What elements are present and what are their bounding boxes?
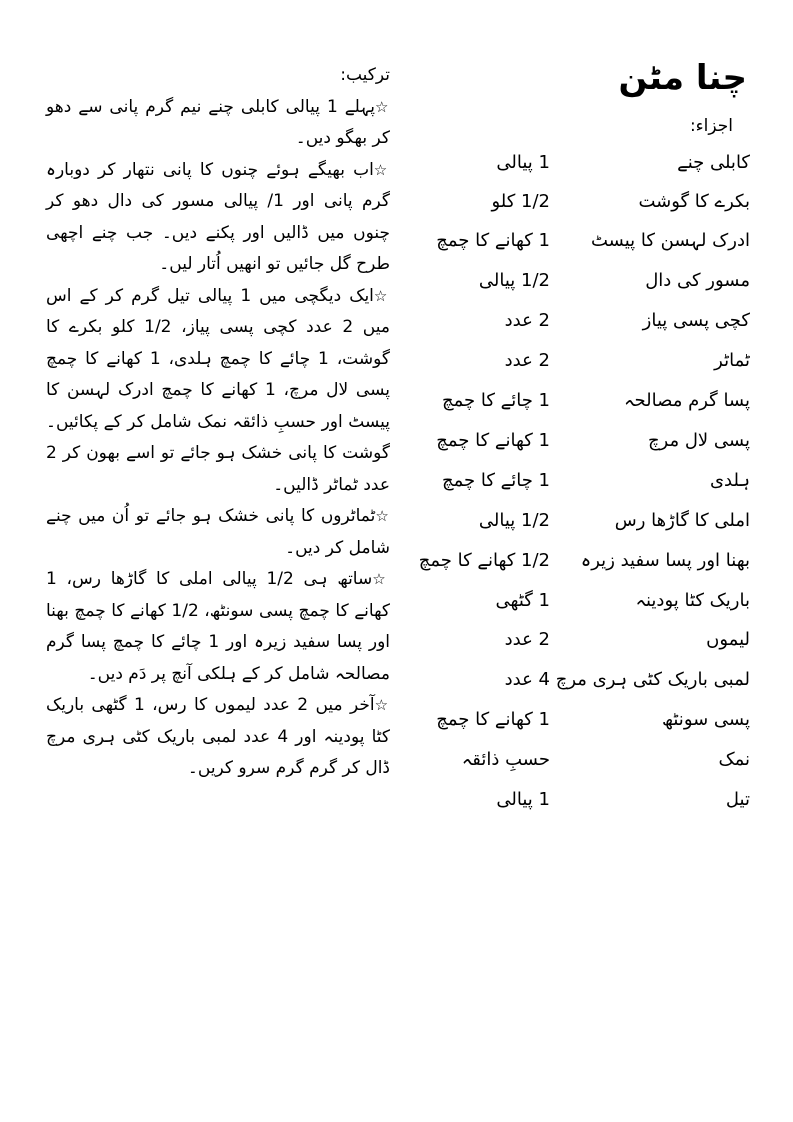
ingredient-name: لمبی باریک کٹی ہری مرچ <box>555 669 750 690</box>
ingredient-qty: 1 چائے کا چمچ <box>442 470 550 491</box>
recipe-title: چنا مٹن <box>618 58 747 98</box>
ingredient-qty: 1 کھانے کا چمچ <box>436 230 550 251</box>
ingredient-name: ہلدی <box>709 470 750 491</box>
ingredient-row <box>440 390 750 428</box>
star-icon: ☆ <box>373 160 390 179</box>
method-section <box>46 60 390 785</box>
method-step <box>46 92 390 155</box>
ingredient-name: بکرے کا گوشت <box>638 191 750 212</box>
method-step <box>46 690 390 785</box>
method-step-text: ایک دیگچی میں 1 پیالی تیل گرم کر کے اس میں 2 عدد کچی پسی پیاز، 1/2 کلو بکرے کا گوشت، 1 چائے کا چمچ ہلدی، 1 کھانے کا چمچ پسی لال مرچ، 1 کھانے کا چمچ ادرک لہسن کا پیسٹ اور حسبِ ذائقہ نمک شامل کر کے پکائیں۔ گوشت کا پانی خشک ہو جائے تو اسے بھون کر 2 عدد ٹماٹر ڈالیں۔ <box>46 285 391 495</box>
method-step-text: ٹماٹروں کا پانی خشک ہو جائے تو اُن میں چنے شامل کر دیں۔ <box>46 506 390 558</box>
ingredient-name: پسی سونٹھ <box>662 709 750 730</box>
method-step-text: اب بھیگے ہوئے چنوں کا پانی نتھار کر دوبارہ گرم پانی اور 1/ پیالی مسور کی دال دھو کر چنوں میں ڈالیں اور پکنے دیں۔ جب چنے اچھی طرح گل جائیں تو انھیں اُتار لیں۔ <box>46 159 390 274</box>
ingredient-row <box>440 669 750 707</box>
ingredient-name: مسور کی دال <box>645 270 750 291</box>
ingredient-row <box>440 310 750 348</box>
ingredient-row <box>440 350 750 388</box>
ingredient-name: پسا گرم مصالحہ <box>623 390 750 411</box>
ingredient-row <box>436 430 750 468</box>
ingredient-qty: 1 کھانے کا چمچ <box>436 430 550 451</box>
method-step-text: آخر میں 2 عدد لیموں کا رس، 1 گٹھی باریک کٹا پودینہ اور 4 عدد لمبی باریک کٹی ہری مرچ ڈال کر گرم گرم سرو کریں۔ <box>46 695 390 778</box>
ingredient-row <box>418 550 750 588</box>
ingredient-row <box>440 152 750 190</box>
ingredient-row <box>440 590 750 628</box>
ingredient-name: کابلی چنے <box>677 152 750 173</box>
ingredient-row <box>440 510 750 548</box>
ingredient-qty: 1/2 پیالی <box>478 270 550 291</box>
ingredient-name: نمک <box>718 749 750 770</box>
ingredient-name: ٹماٹر <box>714 350 750 371</box>
ingredient-qty: 1 گٹھی <box>495 590 550 611</box>
ingredient-row <box>440 749 750 787</box>
ingredient-qty: 2 عدد <box>504 629 550 650</box>
ingredient-row <box>436 709 750 747</box>
ingredient-row <box>440 629 750 667</box>
ingredients-header: اجزاء: <box>689 116 733 136</box>
method-step <box>46 564 390 690</box>
ingredient-row <box>440 470 750 508</box>
ingredient-name: لیموں <box>706 629 750 650</box>
ingredient-qty: 1 کھانے کا چمچ <box>436 709 550 730</box>
ingredient-qty: 1/2 کھانے کا چمچ <box>418 550 550 571</box>
method-step <box>46 501 390 564</box>
ingredient-name: تیل <box>725 789 750 810</box>
ingredient-qty: 1 پیالی <box>496 789 550 810</box>
ingredient-name: ادرک لہسن کا پیسٹ <box>590 230 750 251</box>
ingredient-qty: حسبِ ذائقہ <box>461 749 550 770</box>
ingredient-row <box>436 230 750 268</box>
method-step-text: ساتھ ہی 1/2 پیالی املی کا گاڑھا رس، 1 کھانے کا چمچ پسی سونٹھ، 1/2 کھانے کا چمچ بھنا اور پسا سفید زیرہ اور 1 چائے کا چمچ پسا گرم مصالحہ شامل کر کے ہلکی آنچ پر دَم دیں۔ <box>46 569 391 684</box>
star-icon: ☆ <box>375 97 391 116</box>
ingredient-name: کچی پسی پیاز <box>642 310 750 331</box>
ingredient-qty: 1 پیالی <box>496 152 550 173</box>
ingredient-qty: 4 عدد <box>504 669 550 690</box>
ingredient-name: باریک کٹا پودینہ <box>635 590 750 611</box>
ingredient-name: بھنا اور پسا سفید زیرہ <box>580 550 750 571</box>
method-step <box>46 155 390 281</box>
ingredient-qty: 1 چائے کا چمچ <box>442 390 550 411</box>
ingredient-qty: 1/2 پیالی <box>478 510 550 531</box>
star-icon: ☆ <box>375 507 390 525</box>
star-icon: ☆ <box>374 696 390 714</box>
ingredient-qty: 1/2 کلو <box>491 191 550 212</box>
ingredient-name: املی کا گاڑھا رس <box>614 510 750 531</box>
method-header: ترکیب: <box>340 65 390 85</box>
method-step-text: پہلے 1 پیالی کابلی چنے نیم گرم پانی سے دھو کر بھگو دیں۔ <box>46 96 390 148</box>
ingredient-name: پسی لال مرچ <box>647 430 750 451</box>
star-icon: ☆ <box>372 570 390 588</box>
ingredient-row <box>440 270 750 308</box>
method-step <box>46 281 390 502</box>
ingredient-row <box>440 789 750 827</box>
star-icon: ☆ <box>373 286 390 305</box>
ingredient-qty: 2 عدد <box>504 350 550 371</box>
ingredient-qty: 2 عدد <box>504 310 550 331</box>
ingredient-row <box>440 191 750 229</box>
